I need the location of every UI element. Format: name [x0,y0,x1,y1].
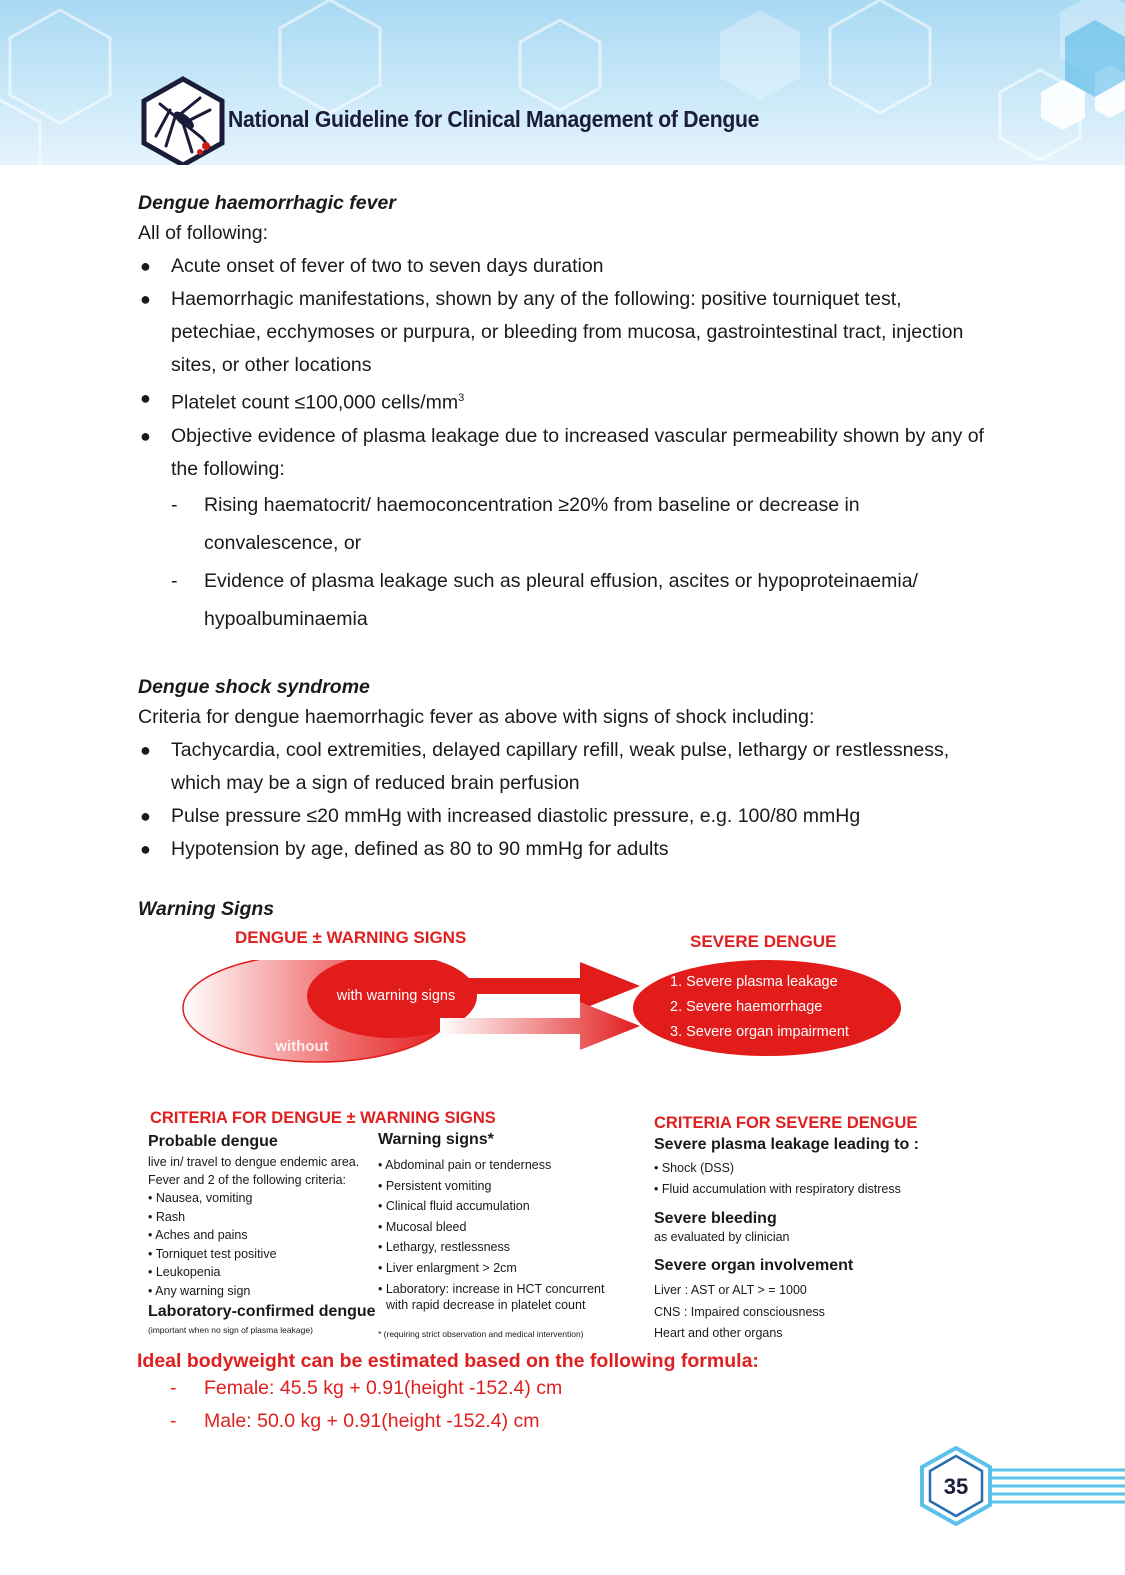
list-item: • Persistent vomiting [378,1178,492,1193]
criteria-right-title: CRITERIA FOR SEVERE DENGUE [654,1114,918,1132]
bullet-icon: ● [140,289,151,309]
dhf-heading: Dengue haemorrhagic fever [138,192,396,214]
list-item: • Fluid accumulation with respiratory distress [654,1182,901,1196]
list-item: Liver : AST or ALT > = 1000 [654,1283,807,1297]
list-item: • Nausea, vomiting [148,1191,253,1205]
list-item: • Liver enlargment > 2cm [378,1260,517,1275]
warning-signs-note: * (requiring strict observation and medical intervention) [378,1329,584,1339]
dss-intro: Criteria for dengue haemorrhagic fever as above with signs of shock including: [138,705,815,728]
severe-bleeding-note: as evaluated by clinician [654,1230,790,1244]
lab-confirmed-title: Laboratory-confirmed dengue [148,1303,376,1320]
list-item: ● Acute onset of fever of two to seven days duration [138,250,988,283]
list-item: • Rash [148,1209,186,1224]
severe-dengue-title: SEVERE DENGUE [690,932,837,951]
probable-list [148,1189,277,1300]
list-item: with rapid decrease in platelet count [386,1298,586,1313]
dss-bullet-list [138,734,988,866]
list-item: - Evidence of plasma leakage such as pleural effusion, ascites or hypoproteinaemia/ hypoalbuminaemia [171,569,918,630]
dengue-warning-title: DENGUE ± WARNING SIGNS [235,928,467,947]
warning-signs-list [378,1155,604,1312]
dss-heading: Dengue shock syndrome [138,675,370,698]
bullet-icon: ● [140,805,151,826]
severe-bleeding-title: Severe bleeding [654,1210,777,1227]
criteria-left-title: CRITERIA FOR DENGUE ± WARNING SIGNS [150,1109,496,1127]
bullet-icon: ● [140,425,151,446]
bullet-icon: ● [140,739,151,760]
probable-intro: Fever and 2 of the following criteria: [148,1173,347,1187]
probable-intro: live in/ travel to dengue endemic area. [148,1155,360,1169]
list-item: • Clinical fluid accumulation [378,1199,530,1214]
list-item: ● Platelet count ≤100,000 cells/$mm^3$ [138,382,988,420]
severe-item: 1. Severe plasma leakage [670,974,838,990]
warning-heading: Warning Signs [138,897,275,920]
severe-item: 3. Severe organ impairment [670,1024,849,1040]
without-label: without [275,1038,329,1055]
list-item: ● Haemorrhagic manifestations, shown by any of the following: positive tourniquet test, petechiae, ecchymoses or purpura, or bleeding from mucosa, gastrointestinal tract, injection sites, or other locations [138,283,988,382]
severe-organ-list [654,1280,825,1345]
list-item: CNS : Impaired consciousness [654,1304,825,1319]
list-item: ● Hypotension by age, defined as 80 to 90 mmHg for adults [138,833,988,866]
page-number-badge [918,1446,1125,1526]
bullet-icon: ● [140,388,151,408]
lab-confirmed-note: (important when no sign of plasma leakage) [148,1325,313,1335]
with-warning-label: with warning signs [336,988,456,1004]
bullet-icon: ● [140,838,151,859]
dhf-bullet-list [138,250,988,486]
main-content [138,190,988,922]
list-item: • Leukopenia [148,1265,221,1279]
severe-plasma-leakage-list [654,1158,901,1200]
mosquito-logo-icon [140,76,226,165]
dhf-intro: All of following: [138,222,269,244]
formula-heading: Ideal bodyweight can be estimated based on the following formula: [137,1350,759,1372]
severe-item: 2. Severe haemorrhage [670,999,823,1015]
list-item: • Laboratory: increase in HCT concurrent [378,1281,605,1296]
superscript: 3 [458,392,465,404]
severe-organ-title: Severe organ involvement [654,1257,854,1274]
dhf-sub-list [138,486,988,638]
list-item: Heart and other organs [654,1326,783,1340]
header-title: National Guideline for Clinical Management of Dengue [228,106,760,132]
list-item: • Shock (DSS) [654,1161,735,1175]
list-item: • Torniquet test positive [148,1246,277,1261]
page-number: 35 [943,1474,969,1499]
list-item: • Mucosal bleed [378,1219,467,1234]
warning-signs-diagram [140,920,940,1350]
formula-female-text: Female: 45.5 kg + 0.91(height -152.4) cm [204,1377,563,1399]
list-item: • Any warning sign [148,1283,251,1298]
list-item: ● Objective evidence of plasma leakage due to increased vascular permeability shown by any of the following: [138,420,988,486]
dengue-ellipse-graphic [140,960,940,1130]
list-item: ● Tachycardia, cool extremities, delayed capillary refill, weak pulse, lethargy or restlessness, which may be a sign of reduced brain perfusion [138,734,988,800]
list-item: - Rising haematocrit/ haemoconcentration ≥20% from baseline or decrease in convalescence, or [171,493,860,554]
severe-plasma-leakage-title: Severe plasma leakage leading to : [654,1136,920,1153]
list-item: ● Pulse pressure ≤20 mmHg with increased diastolic pressure, e.g. 100/80 mmHg [138,800,988,833]
formula-male-text: Male: 50.0 kg + 0.91(height -152.4) cm [204,1410,540,1432]
list-item: • Lethargy, restlessness [378,1240,510,1255]
page-header [0,0,1125,165]
bullet-icon: ● [140,256,151,276]
probable-dengue-title: Probable dengue [148,1133,278,1150]
list-item: • Aches and pains [148,1228,248,1242]
warning-signs-title: Warning signs* [378,1131,494,1148]
list-item: • Abdominal pain or tenderness [378,1158,552,1172]
